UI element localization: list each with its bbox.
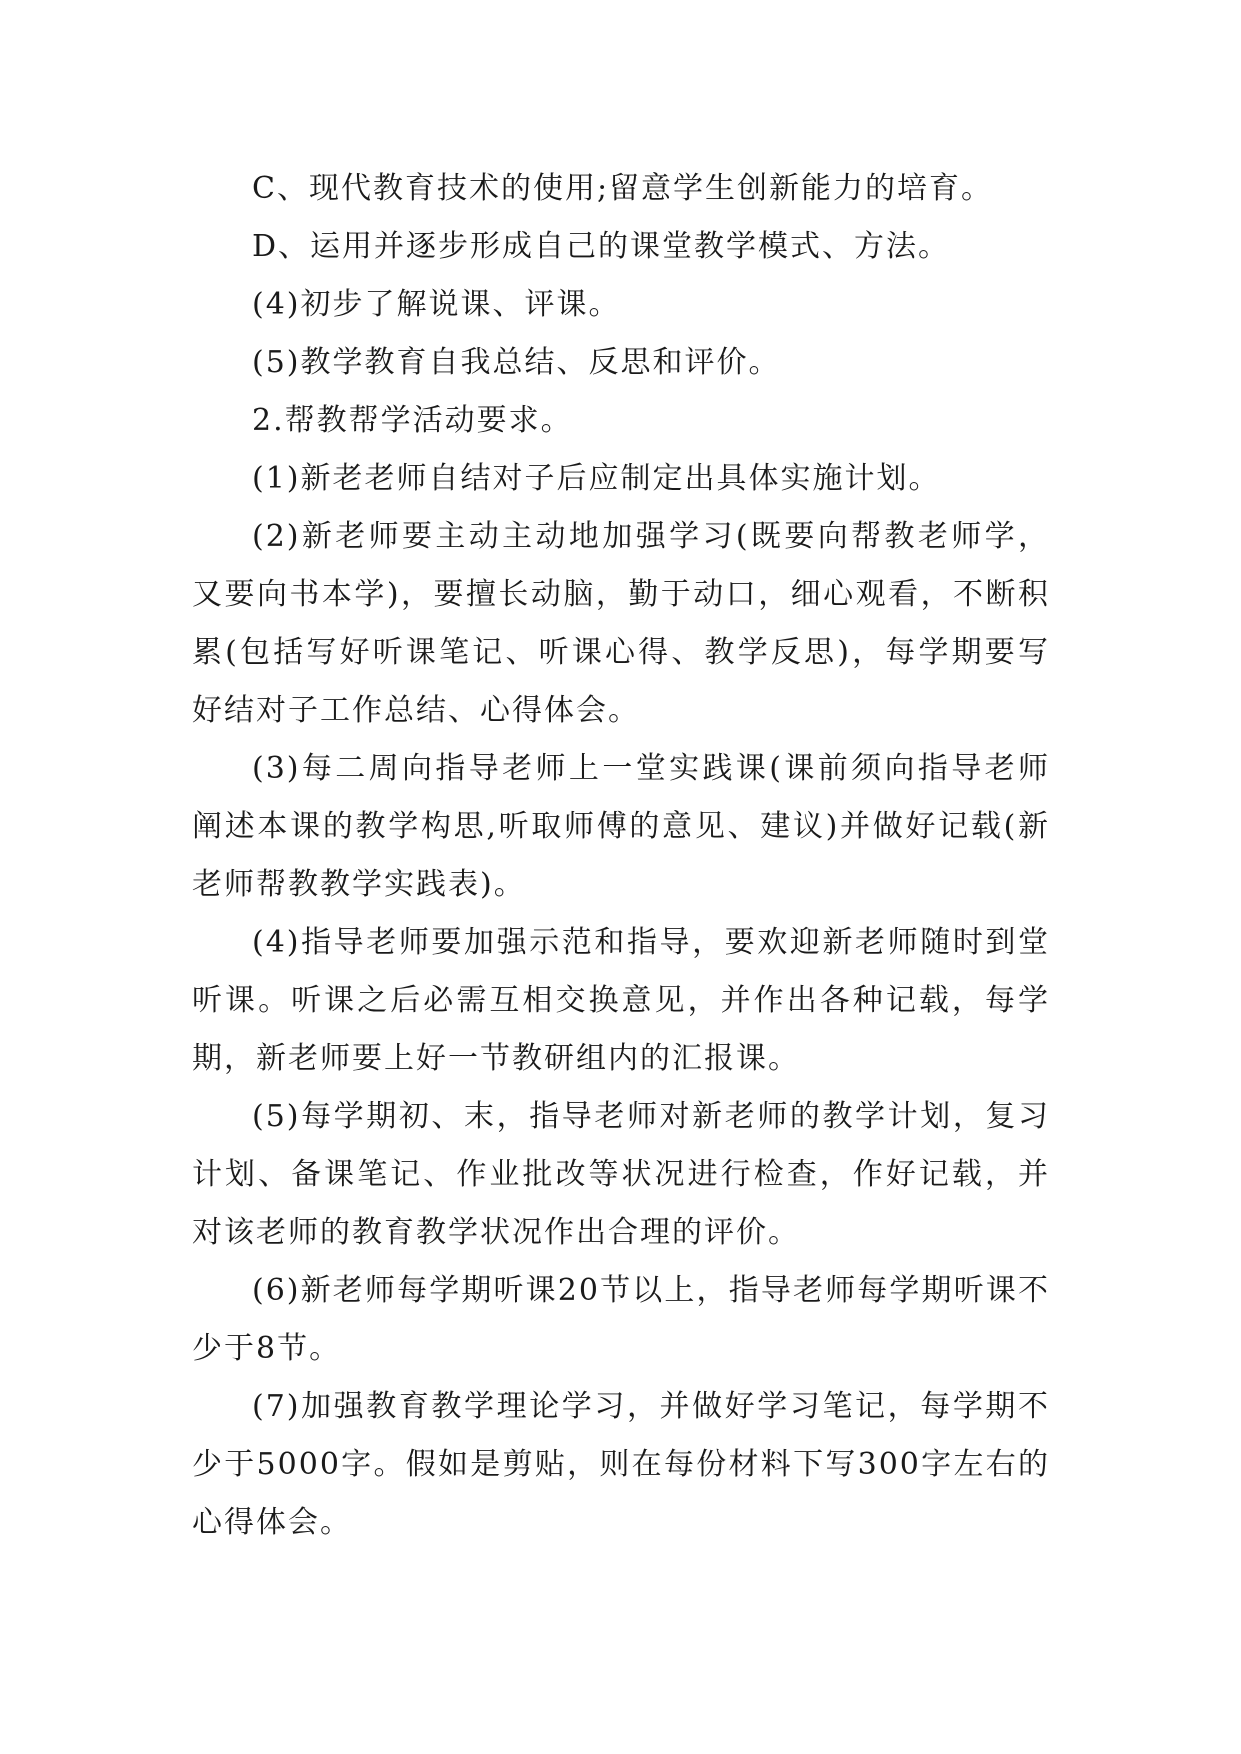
paragraph-item-d: D、运用并逐步形成自己的课堂教学模式、方法。 <box>252 229 951 264</box>
paragraph-requirement-6: (6)新老师每学期听课20节以上，指导老师每学期听课不少于8节。 <box>192 1273 1050 1366</box>
paragraph-requirement-2: (2)新老师要主动主动地加强学习(既要向帮教老师学，又要向书本学)，要擅长动脑，勤于动口，细心观看，不断积累(包括写好听课笔记、听课心得、教学反思)，每学期要写好结对子工作总结、心得体会。 <box>192 519 1050 728</box>
paragraph-item-4-intro: (4)初步了解说课、评课。 <box>252 287 621 322</box>
paragraph-requirement-3: (3)每二周向指导老师上一堂实践课(课前须向指导老师阐述本课的教学构思,听取师傅的意见、建议)并做好记载(新老师帮教教学实践表)。 <box>192 751 1050 902</box>
paragraph-item-c: C、现代教育技术的使用;留意学生创新能力的培育。 <box>252 171 994 206</box>
paragraph-requirement-5: (5)每学期初、末，指导老师对新老师的教学计划，复习计划、备课笔记、作业批改等状况进行检查，作好记载，并对该老师的教育教学状况作出合理的评价。 <box>192 1099 1050 1250</box>
paragraph-requirement-7: (7)加强教育教学理论学习，并做好学习笔记，每学期不少于5000字。假如是剪贴，则在每份材料下写300字左右的心得体会。 <box>192 1389 1050 1540</box>
paragraph-requirement-1: (1)新老老师自结对子后应制定出具体实施计划。 <box>252 461 941 496</box>
document-body <box>192 160 1050 1552</box>
section-heading-2: 2.帮教帮学活动要求。 <box>252 403 573 438</box>
paragraph-item-5-intro: (5)教学教育自我总结、反思和评价。 <box>252 345 781 380</box>
paragraph-requirement-4: (4)指导老师要加强示范和指导，要欢迎新老师随时到堂听课。听课之后必需互相交换意见，并作出各种记载，每学期，新老师要上好一节教研组内的汇报课。 <box>192 925 1050 1076</box>
